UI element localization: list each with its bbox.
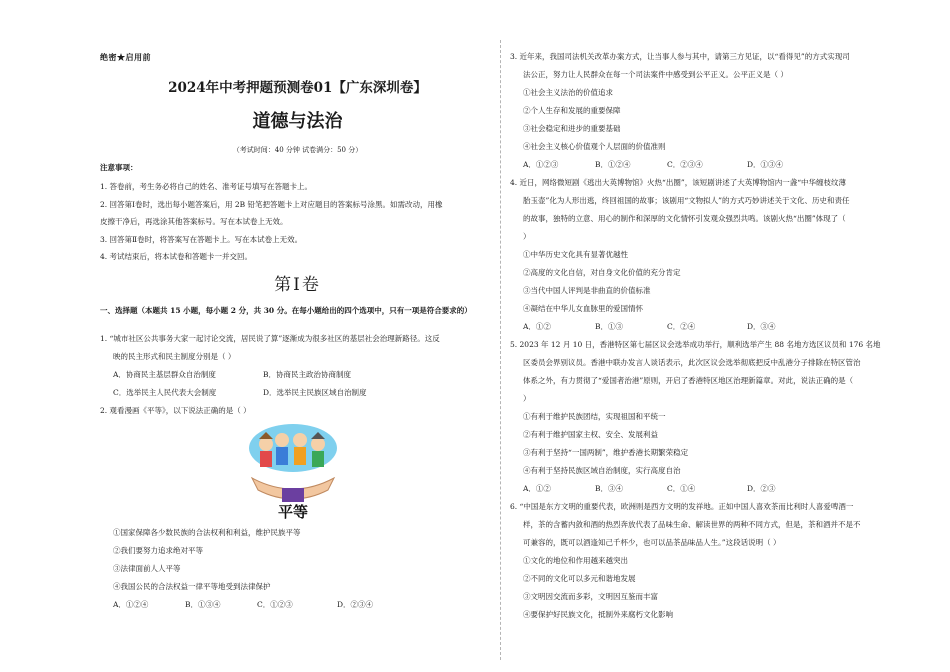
statement-item: ③有利于坚持“一国两制”，维护香港长期繁荣稳定: [523, 448, 689, 457]
secret-label: 绝密★启用前: [100, 52, 151, 62]
question-stem: 3. 近年来，我国司法机关改革办案方式，让当事人参与其中，请第三方见证，以“看得见”的方式实现司: [510, 52, 850, 61]
option-d: D．②③④: [337, 600, 374, 609]
question-stem: 法公正，努力让人民群众在每一个司法案件中感受到公平正义。公平正义是（ ）: [523, 70, 788, 79]
question-5: [510, 336, 910, 498]
statement-item: ②个人生存和发展的重要保障: [523, 106, 621, 115]
option-c: C．①④: [667, 484, 696, 493]
question-stem: ）: [523, 394, 531, 403]
option-b: B．①②④: [595, 160, 631, 169]
question-stem: 2. 观看漫画《平等》，以下说法正确的是（ ）: [100, 406, 251, 415]
question-stem: 体系之外，有力贯彻了“爱国者治港”原则，开启了香港特区地区治理新篇章。对此，说法正确的是（: [523, 376, 854, 385]
statement-item: ④凝结在中华儿女血脉里的爱国情怀: [523, 304, 643, 313]
question-4: [510, 174, 910, 336]
volume-heading: 第Ⅰ卷: [274, 275, 321, 295]
comic-caption: 平等: [277, 503, 309, 520]
statement-item: ①社会主义法治的价值追求: [523, 88, 613, 97]
statement-item: ①有利于维护民族团结，实现祖国和平统一: [523, 412, 666, 421]
statement-item: ④要保护好民族文化，抵制外来腐朽文化影响: [523, 610, 673, 619]
option-a: A．①②④: [113, 600, 149, 609]
option-b: B．①③: [595, 322, 624, 331]
question-3: [510, 48, 910, 174]
option-d: D．③④: [747, 322, 776, 331]
column-divider: [500, 40, 501, 660]
option-d: D．①③④: [747, 160, 784, 169]
options: [510, 480, 910, 498]
note-item: 4. 考试结束后，将本试卷和答题卡一并交回。: [100, 252, 253, 261]
question-stem: 区委员会界别议员。香港中联办发言人谈话表示，此次区议会选举彻底把反中乱港分子排除在特区管治: [523, 358, 861, 367]
statement-item: ②我们要努力追求绝对平等: [113, 546, 203, 555]
option-a: A．①②③: [523, 160, 559, 169]
subject-title: 道德与法治: [252, 111, 343, 132]
question-stem: 1. “城市社区公共事务大家一起讨论交流，居民说了算”逐渐成为很多社区的基层社会治理新路径。这反: [100, 334, 440, 343]
option-c: C．②④: [667, 322, 696, 331]
option-a: A．①②: [523, 484, 551, 493]
question-stem: 6. “中国是东方文明的重要代表，欧洲则是西方文明的发祥地。正如中国人喜欢茶而比利时人喜爱啤酒一: [510, 502, 854, 511]
section-heading: 一、选择题（本题共 15 小题，每小题 2 分，共 30 分。在每小题给出的四个选项中，只有一项是符合要求的）: [100, 306, 472, 315]
question-stem: 5. 2023 年 12 月 10 日，香港特区第七届区议会选举成功举行，顺利选举产生 88 名地方选区议员和 176 名地: [510, 340, 881, 349]
statement-item: ②不同的文化可以多元和谐地发展: [523, 574, 636, 583]
statement-item: ①文化的地位和作用越来越突出: [523, 556, 628, 565]
option-b: B．①③④: [185, 600, 221, 609]
option-d: D．②③: [747, 484, 776, 493]
statement-item: ④社会主义核心价值观个人层面的价值准则: [523, 142, 666, 151]
option-d: D．选举民主民族区域自治制度: [263, 388, 367, 397]
right-questions: [510, 48, 910, 624]
notes-title: 注意事项：: [100, 163, 138, 172]
statement-item: ③法律面前人人平等: [113, 564, 181, 573]
option-b: B．协商民主政治协商制度: [263, 370, 352, 379]
question-stem: ）: [523, 232, 531, 241]
options: [510, 318, 910, 336]
question-2-items: [100, 524, 495, 614]
statement-item: ②高度的文化自信，对自身文化价值的充分肯定: [523, 268, 681, 277]
option-c: C．②③④: [667, 160, 703, 169]
question-stem: 映的民主形式和民主制度分别是（ ）: [113, 352, 236, 361]
exam-title: 2024年中考押题预测卷01【广东深圳卷】: [168, 80, 427, 96]
question-stem: 胎玉壶”化为人形出逃，终回祖国的故事；该剧用“文物拟人”的方式巧妙讲述关于文化、历史和责任: [523, 196, 850, 205]
statement-item: ①中华历史文化具有显著优越性: [523, 250, 628, 259]
note-item: 皮擦干净后，再选涂其他答案标号。写在本试卷上无效。: [100, 217, 288, 226]
question-stem: 可兼容的，既可以酒逢知己千杯少，也可以品茶品味品人生。”这段话说明（ ）: [523, 538, 781, 547]
equality-comic-image: [244, 418, 342, 520]
option-c: C．①②③: [257, 600, 293, 609]
statement-item: ③文明因交流而多彩，文明因互鉴而丰富: [523, 592, 658, 601]
options: [100, 366, 495, 402]
statement-item: ④有利于坚持民族区域自治制度，实行高度自治: [523, 466, 681, 475]
question-stem: 的故事，独特的立意、用心的制作和深厚的文化情怀引发观众强烈共鸣。该剧火热“出圈”体现了（: [523, 214, 846, 223]
statement-item: ②有利于维护国家主权、安全、发展利益: [523, 430, 658, 439]
options: [100, 596, 495, 614]
option-a: A．协商民主基层群众自治制度: [113, 370, 216, 379]
option-a: A．①②: [523, 322, 551, 331]
note-item: 2. 回答第Ⅰ卷时，选出每小题答案后，用 2B 铅笔把答题卡上对应题目的答案标号涂黑。如需改动，用橡: [100, 199, 443, 209]
notes-list: [100, 178, 495, 266]
exam-info: （考试时间：40 分钟 试卷满分：50 分）: [232, 146, 363, 154]
question-1: [100, 330, 495, 402]
note-item: 1. 答卷前，考生务必将自己的姓名、准考证号填写在答题卡上。: [100, 182, 313, 191]
option-c: C．选举民主人民代表大会制度: [113, 388, 217, 397]
question-6: [510, 498, 910, 624]
statement-item: ④我国公民的合法权益一律平等地受到法律保护: [113, 582, 271, 591]
statement-item: ③当代中国人评判是非曲直的价值标准: [523, 286, 651, 295]
statement-item: ①国家保障各少数民族的合法权利和利益，维护民族平等: [113, 528, 301, 537]
note-item: 3. 回答第Ⅱ卷时，将答案写在答题卡上。写在本试卷上无效。: [100, 234, 303, 244]
question-stem: 样，茶的含蓄内敛和酒的热烈奔放代表了品味生命、解读世界的两种不同方式，但是，茶和酒并不是不: [523, 520, 861, 529]
statement-item: ③社会稳定和进步的重要基础: [523, 124, 621, 133]
options: [510, 156, 910, 174]
question-stem: 4. 近日，网络微短剧《逃出大英博物馆》火热“出圈”，该短剧讲述了大英博物馆内一盏“中华缠枝纹薄: [510, 178, 847, 187]
option-b: B．③④: [595, 484, 624, 493]
